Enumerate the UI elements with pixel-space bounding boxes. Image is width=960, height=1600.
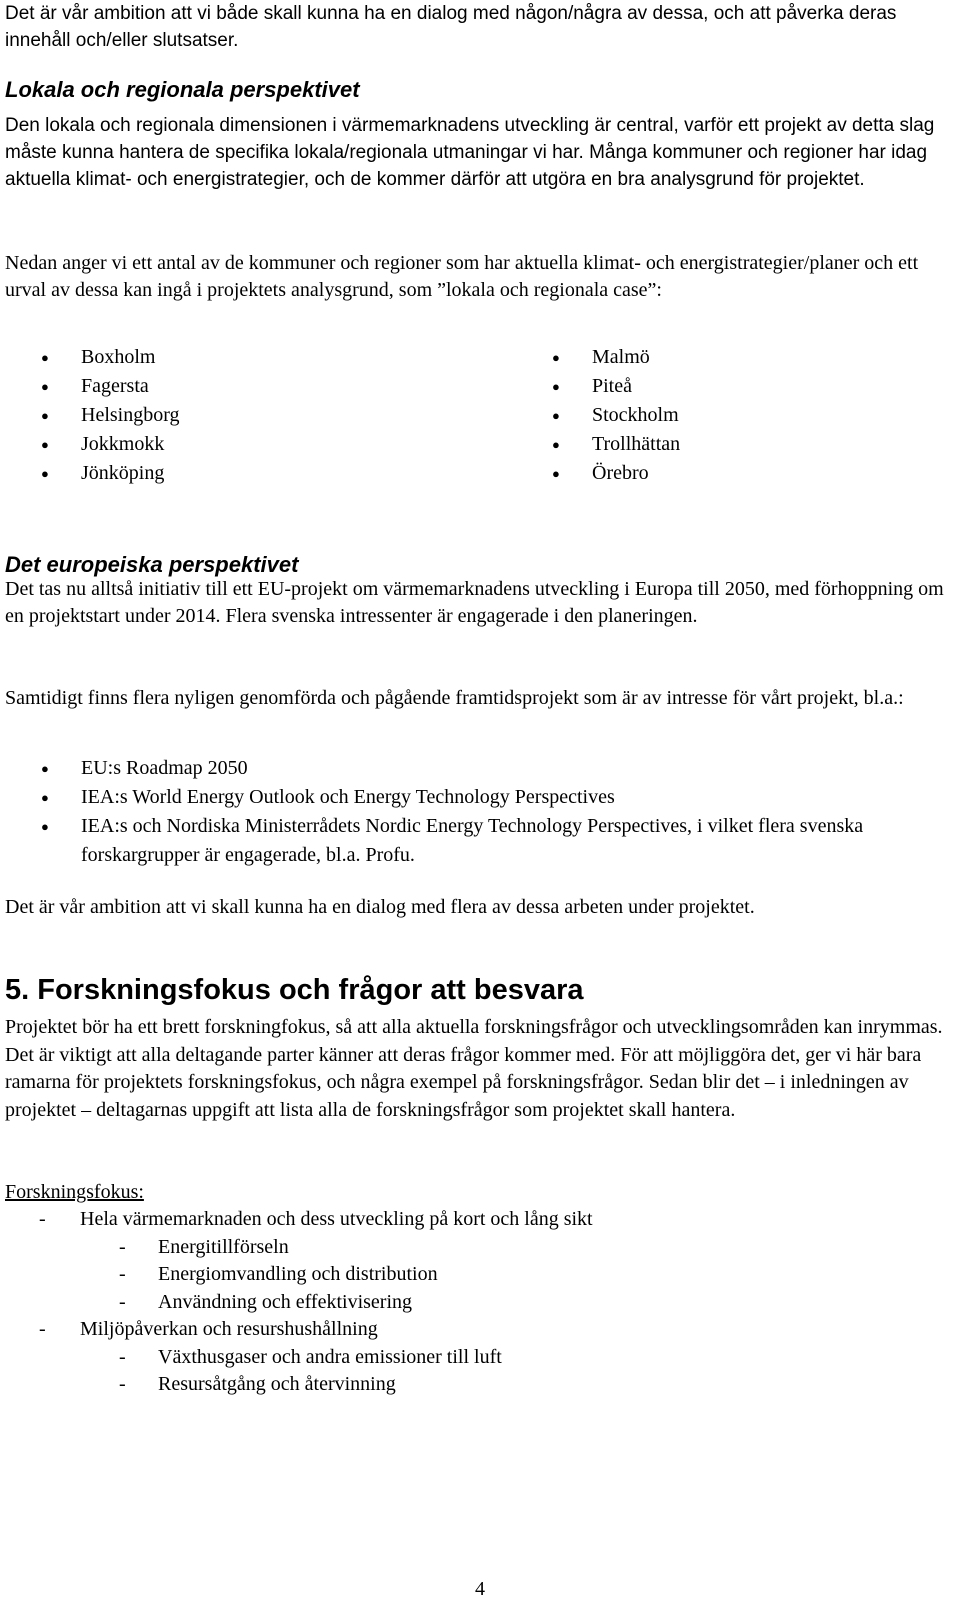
list-item: - Resursåtgång och återvinning: [5, 1371, 905, 1399]
list-item: - Hela värmemarknaden och dess utveckling på kort och lång sikt: [5, 1206, 905, 1234]
list-item: ● Jönköping: [35, 459, 495, 488]
municipality-list-left: [35, 343, 495, 488]
local-paragraph-2: Nedan anger vi ett antal av de kommuner och regioner som har aktuella klimat- och energistrategier/planer och ett urval av dessa kan ingå i projektets analysgrund, som ”lokala och regionala case”:: [5, 252, 919, 301]
list-item: ● Stockholm: [546, 401, 926, 430]
local-heading: Lokala och regionala perspektivet: [5, 77, 360, 102]
list-item: - Energitillförseln: [5, 1234, 905, 1262]
list-item: ● Trollhättan: [546, 430, 926, 459]
list-item: ● IEA:s och Nordiska Ministerrådets Nordic Energy Technology Perspectives, i vilket flera svenska forskargrupper är engagerade, bl.a. Profu.: [35, 812, 935, 870]
list-item: ● Fagersta: [35, 372, 495, 401]
list-item: ● Piteå: [546, 372, 926, 401]
euro-paragraph-1: Det tas nu alltså initiativ till ett EU-projekt om värmemarknadens utveckling i Europa till 2050, med förhoppning om en projektstart under 2014. Flera svenska intressenter är engagerade i den planeringen.: [5, 578, 944, 627]
list-item: ● Boxholm: [35, 343, 495, 372]
local-paragraph-1: Den lokala och regionala dimensionen i värmemarknadens utveckling är central, varför ett projekt av detta slag måste kunna hantera de specifika lokala/regionala utmaningar vi har. Många kommuner och regioner har idag aktuella klimat- och energistrategier, och de kommer därför att utgöra en bra analysgrund för projektet.: [5, 115, 935, 190]
euro-paragraph-2: Samtidigt finns flera nyligen genomförda och pågående framtidsprojekt som är av intresse för vårt projekt, bl.a.:: [5, 687, 904, 709]
section-5-heading: 5. Forskningsfokus och frågor att besvara: [5, 974, 584, 1006]
list-item: - Användning och effektivisering: [5, 1289, 905, 1317]
list-item: - Växthusgaser och andra emissioner till luft: [5, 1344, 905, 1372]
project-list: [35, 754, 935, 870]
list-item: ● Malmö: [546, 343, 926, 372]
list-item: - Energiomvandling och distribution: [5, 1261, 905, 1289]
list-item: ● EU:s Roadmap 2050: [35, 754, 935, 783]
focus-label: Forskningsfokus:: [5, 1181, 144, 1203]
list-item: - Miljöpåverkan och resurshushållning: [5, 1316, 905, 1344]
section-5-paragraph: Projektet bör ha ett brett forskningfokus, så att alla aktuella forskningsfrågor och utvecklingsområden kan inrymmas. Det är viktigt att alla deltagande parter känner att deras frågor kommer med. För att möjliggöra det, ger vi här bara ramarna för projektets forskningsfokus, och några exempel på forskningsfrågor. Sedan blir det – i inledningen av projektet – deltagarnas uppgift att lista alla de forskningsfrågor som projektet skall hantera.: [5, 1016, 943, 1121]
list-item: ● Örebro: [546, 459, 926, 488]
page-number: 4: [475, 1578, 485, 1600]
municipality-list-right: [546, 343, 926, 488]
focus-list: [5, 1206, 905, 1399]
euro-heading: Det europeiska perspektivet: [5, 552, 299, 577]
list-item: ● Jokkmokk: [35, 430, 495, 459]
intro-paragraph: Det är vår ambition att vi både skall kunna ha en dialog med någon/några av dessa, och att påverka deras innehåll och/eller slutsatser.: [5, 3, 897, 51]
list-item: ● Helsingborg: [35, 401, 495, 430]
euro-paragraph-3: Det är vår ambition att vi skall kunna ha en dialog med flera av dessa arbeten under projektet.: [5, 896, 755, 918]
list-item: ● IEA:s World Energy Outlook och Energy Technology Perspectives: [35, 783, 935, 812]
